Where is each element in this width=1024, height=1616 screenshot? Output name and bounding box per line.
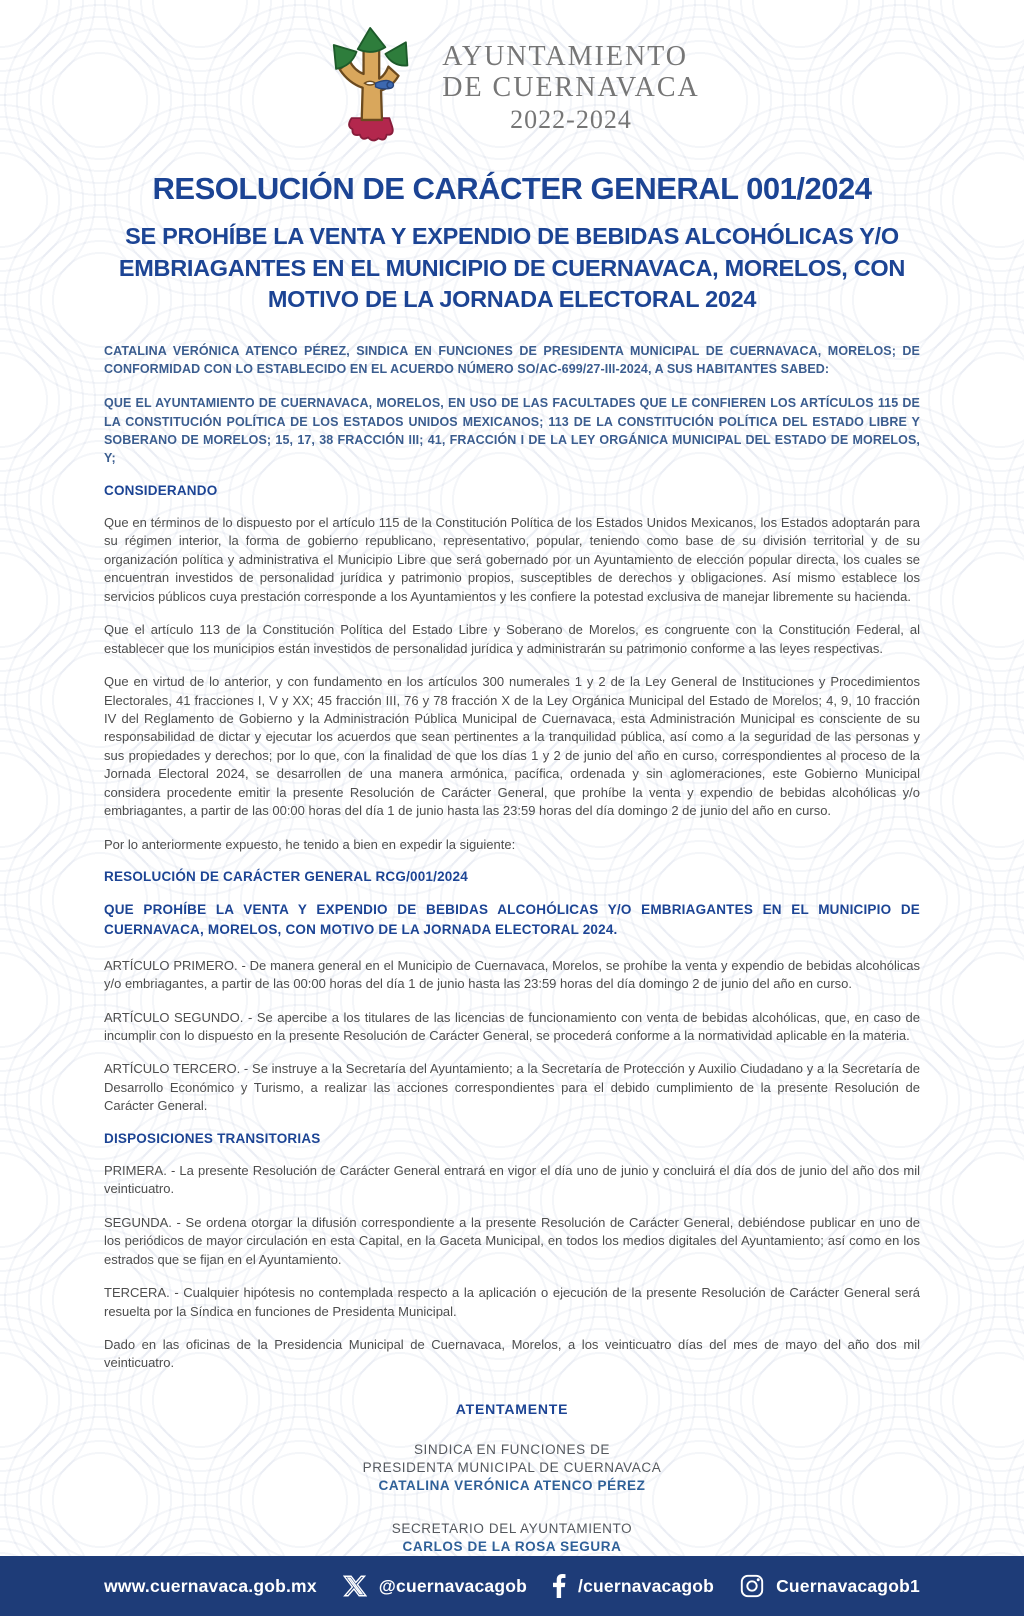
paragraph-expedir: Por lo anteriormente expuesto, he tenido a bien en expedir la siguiente: (104, 836, 516, 852)
footer-website-text: www.cuernavaca.gob.mx (104, 1575, 317, 1596)
facebook-icon (553, 1574, 566, 1598)
footer-bar (0, 1556, 1024, 1616)
seal-wordmark (442, 41, 700, 135)
footer-website-link[interactable] (104, 1576, 317, 1597)
paragraph-dado: Dado en las oficinas de la Presidencia Municipal de Cuernavaca, Morelos, a los veinticuatro días del mes de mayo del año dos mil veinticuatro. (104, 1337, 920, 1371)
paragraph-articulo-segundo: ARTÍCULO SEGUNDO. - Se apercibe a los titulares de las licencias de funcionamiento con venta de bebidas alcohólicas, que, en caso de incumplir con lo dispuesto en la presente Resolución de Carácter General, se procederá conforme a la normatividad aplicable en la materia. (104, 1009, 920, 1044)
page-title: RESOLUCIÓN DE CARÁCTER GENERAL 001/2024 (152, 171, 872, 206)
seal-term: 2022-2024 (510, 105, 632, 135)
paragraph-considerando-3: Que en virtud de lo anterior, y con fundamento en los artículos 300 numerales 1 y 2 de la Ley General de Instituciones y Procedimientos Electorales, 41 fracciones I, V y XX; 45 fracción III, 76 y 78 fracción X de la Ley Orgánica Municipal del Estado de Morelos; 4, 9, 10 fracción IV del Reglamento de Gobierno y la Administración Pública Municipal de Cuernavaca, esta Administración Municipal es consciente de su responsabilidad de dictar y ejecutar los acuerdos que sean pertinentes a la tranquilidad pública, así como a la seguridad de las personas y sus propiedades y derechos; por lo que, con la finalidad de que los días 1 y 2 de junio del año en curso, correspondientes al proceso de la Jornada Electoral 2024, se desarrollen de una manera armónica, pacífica, ordenada y sin aglomeraciones, este Gobierno Municipal considera procedente emitir la presente Resolución de Carácter General, que prohíbe la venta y expendio de bebidas alcohólicas y/o embriagantes, a partir de las 00:00 horas del día 1 de junio hasta las 23:59 horas del día domingo 2 de junio del año en curso. (104, 674, 920, 819)
signature-block-sindica (104, 1441, 920, 1496)
paragraph-proclamation: CATALINA VERÓNICA ATENCO PÉREZ, SINDICA EN FUNCIONES DE PRESIDENTA MUNICIPAL DE CUERNAVACA, MORELOS; DE CONFORMIDAD CON LO ESTABLECIDO EN EL ACUERDO NÚMERO SO/AC-699/27-III-2024, A SUS HABITANTES SABED: (104, 344, 920, 377)
footer-instagram-handle: Cuernavacagob1 (776, 1575, 920, 1596)
footer-twitter-handle: @cuernavacagob (378, 1575, 528, 1596)
footer-facebook-handle: /cuernavacagob (578, 1575, 715, 1596)
section-heading-considerando: CONSIDERANDO (104, 482, 218, 498)
signature-block-secretario (104, 1520, 920, 1556)
footer-instagram-link[interactable] (740, 1574, 920, 1598)
x-twitter-icon (343, 1574, 367, 1598)
section-heading-prohibicion: QUE PROHÍBE LA VENTA Y EXPENDIO DE BEBIDAS ALCOHÓLICAS Y/O EMBRIAGANTES EN EL MUNICIPIO DE CUERNAVACA, MORELOS, CON MOTIVO DE LA JORNADA ELECTORAL 2024. (104, 902, 920, 938)
atentamente-heading: ATENTAMENTE (455, 1400, 569, 1417)
paragraph-considerando-1: Que en términos de lo dispuesto por el artículo 115 de la Constitución Política de los Estados Unidos Mexicanos, los Estados adoptarán para su régimen interior, la forma de gobierno republicano, representativo, popular, teniendo como base de su división territorial y de su organización política y administrativa el Municipio Libre que será gobernado por un Ayuntamiento de elección popular directa, los cuales se encuentran investidos de personalidad jurídica y patrimonio propios, susceptibles de derechos y obligaciones. Así mismo establece los servicios públicos cuya prestación corresponde a los Ayuntamientos y les confiere la potestad exclusiva de manejar libremente su hacienda. (104, 514, 920, 604)
seal-org-line1: AYUNTAMIENTO (442, 40, 688, 72)
page-subtitle: SE PROHÍBE LA VENTA Y EXPENDIO DE BEBIDAS ALCOHÓLICAS Y/O EMBRIAGANTES EN EL MUNICIPIO DE CUERNAVACA, MORELOS, CON MOTIVO DE LA JORNADA ELECTORAL 2024 (118, 223, 906, 313)
footer-facebook-link[interactable] (553, 1574, 714, 1598)
signature-role-line: SINDICA EN FUNCIONES DE (413, 1441, 611, 1457)
paragraph-transitoria-primera: PRIMERA. - La presente Resolución de Carácter General entrará en vigor el día uno de junio y concluirá el día dos de junio del año dos mil veinticuatro. (104, 1162, 920, 1197)
signature-name: CARLOS DE LA ROSA SEGURA (402, 1538, 622, 1554)
document-body (104, 342, 920, 1556)
signature-role-line: PRESIDENTA MUNICIPAL DE CUERNAVACA (362, 1460, 662, 1476)
section-heading-rcg: RESOLUCIÓN DE CARÁCTER GENERAL RCG/001/2024 (104, 869, 468, 885)
paragraph-transitoria-segunda: SEGUNDA. - Se ordena otorgar la difusión correspondiente a la presente Resolución de Carácter General, debiéndose publicar en uno de los periódicos de mayor circulación en esta Capital, en la Gaceta Municipal, en todos los medios digitales del Ayuntamiento; así como en los estrados que se fijan en el Ayuntamiento. (104, 1214, 920, 1267)
seal-org-line2: DE CUERNAVACA (442, 71, 700, 103)
city-seal (0, 0, 1024, 149)
instagram-icon (740, 1574, 764, 1598)
cuernavaca-tree-glyph-icon (324, 26, 416, 149)
paragraph-considerando-2: Que el artículo 113 de la Constitución Política del Estado Libre y Soberano de Morelos, es congruente con la Constitución Federal, al establecer que los municipios están investidos de personalidad jurídica y administrarán su patrimonio conforme a las leyes respectivas. (104, 622, 920, 656)
paragraph-transitoria-tercera: TERCERA. - Cualquier hipótesis no contemplada respecto a la aplicación o ejecución de la presente Resolución de Carácter General será resuelta por la Síndica en funciones de Presidenta Municipal. (104, 1285, 920, 1319)
signature-role-line: SECRETARIO DEL AYUNTAMIENTO (391, 1520, 633, 1536)
signature-name: CATALINA VERÓNICA ATENCO PÉREZ (378, 1478, 646, 1494)
section-heading-transitorias: DISPOSICIONES TRANSITORIAS (104, 1130, 321, 1146)
paragraph-articulo-primero: ARTÍCULO PRIMERO. - De manera general en el Municipio de Cuernavaca, Morelos, se prohíbe la venta y expendio de bebidas alcohólicas y/o embriagantes, a partir de las 00:00 horas del día 1 de junio hasta las 23:59 horas del día domingo 2 de junio del año en curso. (104, 957, 920, 992)
footer-twitter-link[interactable] (343, 1574, 527, 1598)
paragraph-articulo-tercero: ARTÍCULO TERCERO. - Se instruye a la Secretaría del Ayuntamiento; a la Secretaría de Protección y Auxilio Ciudadano y a la Secretaría de Desarrollo Económico y Turismo, a realizar las acciones correspondientes para el debido cumplimiento de la presente Resolución de Carácter General. (104, 1061, 920, 1114)
paragraph-legal-basis: QUE EL AYUNTAMIENTO DE CUERNAVACA, MORELOS, EN USO DE LAS FACULTADES QUE LE CONFIEREN LOS ARTÍCULOS 115 DE LA CONSTITUCIÓN POLÍTICA DE LOS ESTADOS UNIDOS MEXICANOS; 113 DE LA CONSTITUCIÓN POLÍTICA DEL ESTADO LIBRE Y SOBERANO DE MORELOS; 15, 17, 38 FRACCIÓN III; 41, FRACCIÓN I DE LA LEY ORGÁNICA MUNICIPAL DEL ESTADO DE MORELOS, Y; (104, 396, 920, 465)
